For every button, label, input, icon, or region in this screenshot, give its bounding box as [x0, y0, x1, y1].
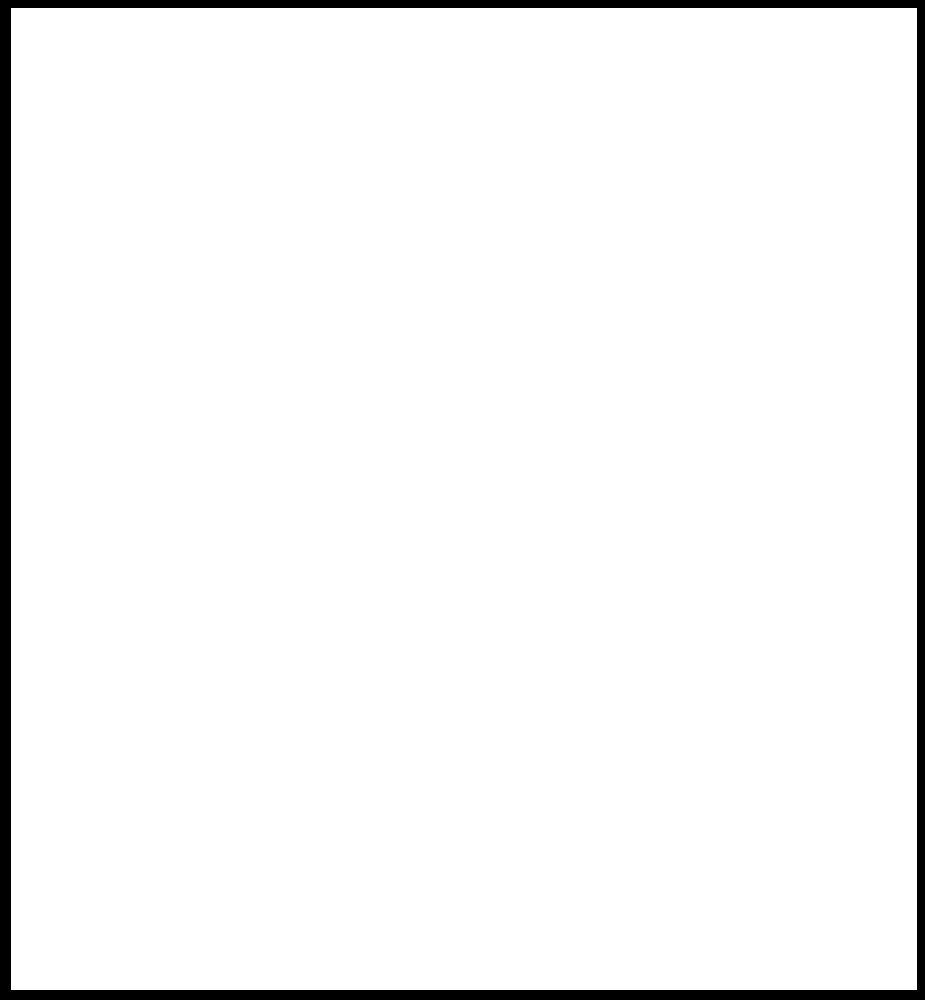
dandelion-icon	[20, 326, 460, 716]
mourners-block	[375, 478, 895, 495]
dandelion-illustration	[20, 326, 460, 716]
footer-block	[57, 773, 905, 789]
epigraph	[11, 44, 917, 62]
obituary-card	[11, 8, 917, 990]
